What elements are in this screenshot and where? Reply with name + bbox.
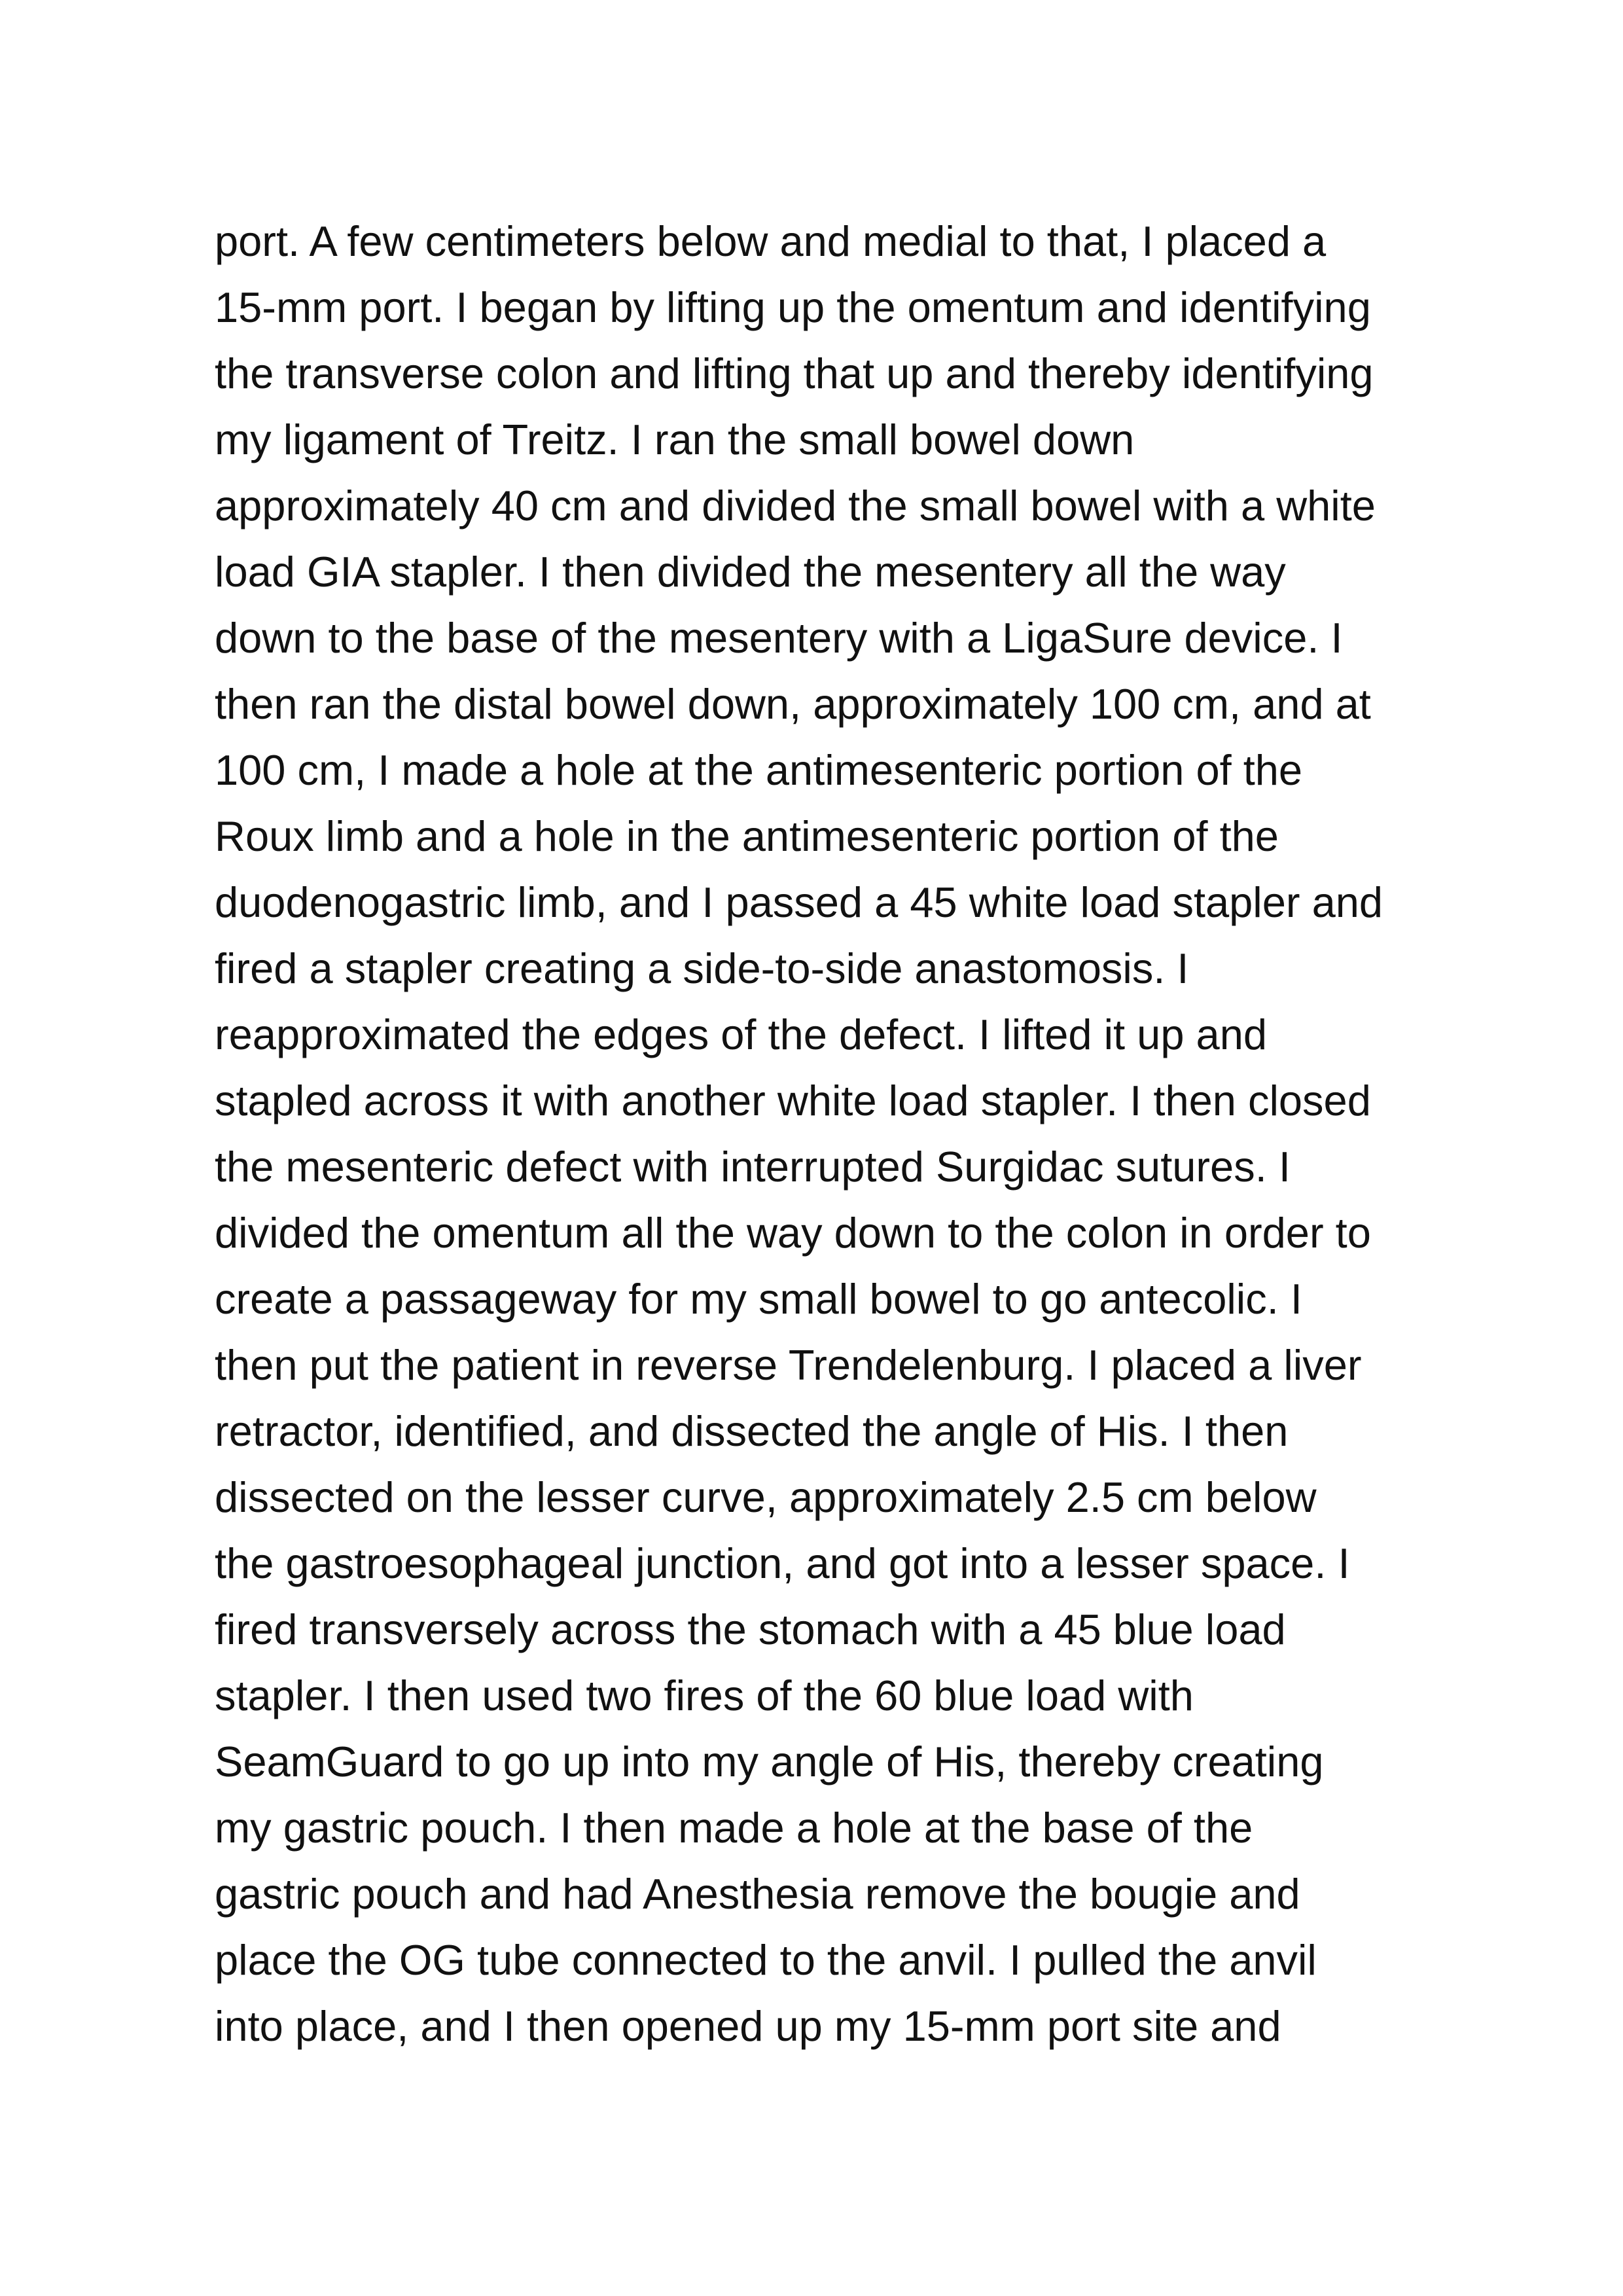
text-line: place the OG tube connected to the anvil. I pulled the anvil [215,1936,1317,1984]
text-line: my ligament of Treitz. I ran the small bowel down [215,416,1135,463]
text-line: into place, and I then opened up my 15-mm port site and [215,2002,1281,2050]
text-line: fired a stapler creating a side-to-side anastomosis. I [215,944,1189,992]
text-line: create a passageway for my small bowel to go antecolic. I [215,1275,1302,1323]
text-line: port. A few centimeters below and medial to that, I placed a [215,217,1327,265]
text-line: the mesenteric defect with interrupted Surgidac sutures. I [215,1143,1291,1191]
text-line: the transverse colon and lifting that up and thereby identifying [215,350,1374,397]
text-line: retractor, identified, and dissected the angle of His. I then [215,1407,1289,1455]
text-line: then ran the distal bowel down, approximately 100 cm, and at [215,680,1371,728]
text-line: then put the patient in reverse Trendelenburg. I placed a liver [215,1341,1362,1389]
text-line: divided the omentum all the way down to the colon in order to [215,1209,1371,1257]
text-line: down to the base of the mesentery with a LigaSure device. I [215,614,1343,662]
text-line: fired transversely across the stomach with a 45 blue load [215,1605,1286,1653]
text-line: 15-mm port. I began by lifting up the omentum and identifying [215,283,1371,331]
text-line: reapproximated the edges of the defect. I lifted it up and [215,1011,1267,1058]
text-line: gastric pouch and had Anesthesia remove the bougie and [215,1870,1300,1918]
text-line: load GIA stapler. I then divided the mesentery all the way [215,548,1286,596]
body-text [215,208,1458,2059]
text-line: duodenogastric limb, and I passed a 45 white load stapler and [215,878,1383,926]
text-line: stapler. I then used two fires of the 60 blue load with [215,1672,1194,1719]
text-line: 100 cm, I made a hole at the antimesenteric portion of the [215,746,1303,794]
text-line: SeamGuard to go up into my angle of His, thereby creating [215,1738,1324,1785]
text-line: approximately 40 cm and divided the small bowel with a white [215,482,1376,529]
text-line: stapled across it with another white load stapler. I then closed [215,1077,1371,1124]
text-line: my gastric pouch. I then made a hole at the base of the [215,1804,1253,1852]
text-line: dissected on the lesser curve, approximately 2.5 cm below [215,1473,1317,1521]
text-line: Roux limb and a hole in the antimesenteric portion of the [215,812,1279,860]
text-line: the gastroesophageal junction, and got into a lesser space. I [215,1539,1350,1587]
